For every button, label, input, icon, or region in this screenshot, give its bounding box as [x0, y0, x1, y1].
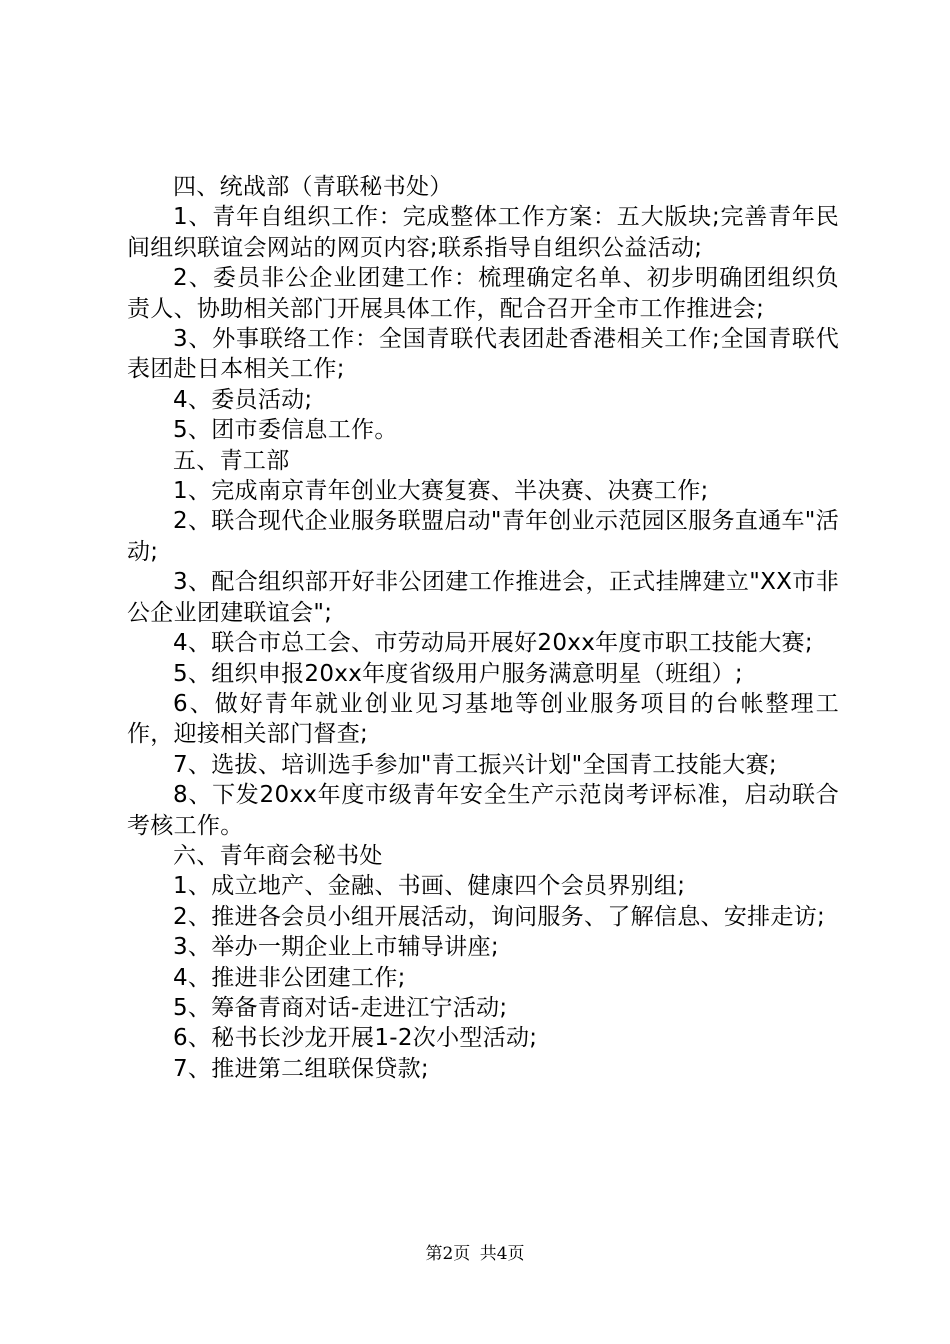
list-item: 5、组织申报20xx年度省级用户服务满意明星（班组）; — [173, 660, 743, 687]
list-item: 5、团市委信息工作。 — [173, 417, 398, 444]
page-number: 第2页 — [425, 1244, 471, 1264]
list-item: 2、推进各会员小组开展活动，询问服务、了解信息、安排走访; — [173, 903, 826, 930]
page-footer — [0, 1243, 950, 1265]
list-item: 7、推进第二组联保贷款; — [173, 1055, 429, 1082]
page-total: 共4页 — [479, 1244, 525, 1264]
list-item: 3、举办一期企业上市辅导讲座; — [173, 934, 499, 961]
list-item: 2、联合现代企业服务联盟启动"青年创业示范园区服务直通车"活动; — [127, 508, 839, 565]
list-item: 7、选拔、培训选手参加"青工振兴计划"全国青工技能大赛; — [173, 751, 777, 778]
list-item: 3、外事联络工作：全国青联代表团赴香港相关工作;全国青联代表团赴日本相关工作; — [127, 326, 839, 383]
list-item: 6、秘书长沙龙开展1-2次小型活动; — [173, 1025, 538, 1052]
list-item: 1、成立地产、金融、书画、健康四个会员界别组; — [173, 873, 686, 900]
heading-united-front-dept: 四、统战部（青联秘书处） — [173, 174, 453, 200]
document-body — [127, 172, 839, 1084]
heading-youth-workers-dept: 五、青工部 — [173, 447, 290, 474]
list-item: 6、做好青年就业创业见习基地等创业服务项目的台帐整理工作，迎接相关部门督查; — [127, 690, 839, 748]
heading-youth-chamber-secretariat: 六、青年商会秘书处 — [173, 842, 383, 869]
list-item: 1、青年自组织工作：完成整体工作方案：五大版块;完善青年民间组织联谊会网站的网页内容;联系指导自组织公益活动; — [127, 204, 839, 261]
list-item: 8、下发20xx年度市级青年安全生产示范岗考评标准，启动联合考核工作。 — [127, 782, 839, 839]
list-item: 5、筹备青商对话-走进江宁活动; — [173, 994, 508, 1021]
list-item: 4、联合市总工会、市劳动局开展好20xx年度市职工技能大赛; — [173, 630, 813, 657]
list-item: 2、委员非公企业团建工作：梳理确定名单、初步明确团组织负责人、协助相关部门开展具体工作，配合召开全市工作推进会; — [127, 265, 839, 322]
list-item: 4、委员活动; — [173, 386, 313, 413]
list-item: 4、推进非公团建工作; — [173, 964, 406, 991]
list-item: 1、完成南京青年创业大赛复赛、半决赛、决赛工作; — [173, 478, 709, 505]
list-item: 3、配合组织部开好非公团建工作推进会，正式挂牌建立"XX市非公企业团建联谊会"; — [127, 569, 839, 626]
